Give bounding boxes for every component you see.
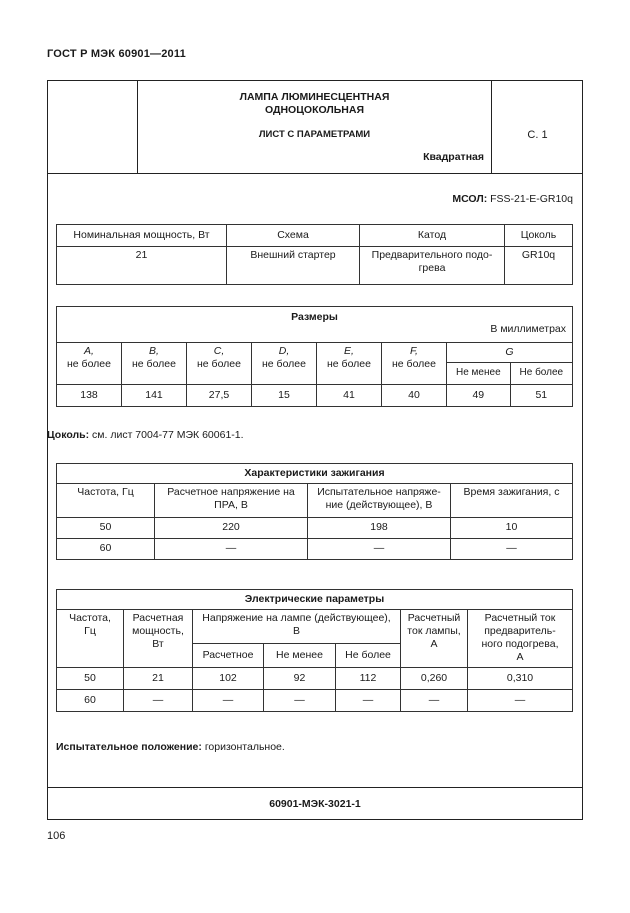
elec-header-lamp-current-line2: ток лампы, (407, 625, 461, 638)
elec-row2-voltage-min: — (264, 690, 336, 712)
dim-limit-d: не более (262, 358, 306, 371)
header-circuit: Схема (227, 225, 360, 247)
elec-header-preheat-current (468, 610, 573, 668)
dim-limit-e: не более (327, 358, 371, 371)
cell-cathode (360, 247, 505, 285)
sheet-page-number: С. 1 (527, 129, 548, 141)
dim-value-b: 141 (122, 385, 187, 407)
elec-header-lamp-current-line3: А (430, 638, 438, 651)
ignition-header-rated-voltage-line1: Расчетное напряжение на (167, 486, 295, 498)
dim-letter-b: B, (149, 345, 159, 357)
ignition-header-test-voltage (308, 484, 451, 518)
dim-letter-f: F, (410, 345, 418, 357)
dim-value-c: 27,5 (187, 385, 252, 407)
elec-header-voltage-line1: Напряжение на лампе (действующее), (202, 612, 391, 624)
elec-header-voltage-max: Не более (336, 644, 401, 668)
dim-header-f (382, 343, 447, 385)
elec-header-voltage-rated: Расчетное (193, 644, 264, 668)
dimensions-table (56, 306, 573, 407)
test-position-note (56, 741, 285, 753)
ignition-header-time: Время зажигания, с (451, 484, 573, 518)
electrical-table (56, 589, 573, 712)
elec-row1-power: 21 (124, 668, 193, 690)
dim-header-b (122, 343, 187, 385)
header-base: Цоколь (505, 225, 573, 247)
sheet-subtitle: ЛИСТ С ПАРАМЕТРАМИ (258, 129, 371, 140)
ignition-row1-rated-voltage: 220 (155, 518, 308, 539)
cell-cathode-line1: Предварительного подо- (371, 249, 493, 261)
ignition-row2-time: — (451, 539, 573, 560)
ignition-header-test-voltage-line1: Испытательное напряже- (317, 486, 441, 498)
dim-limit-f: не более (392, 358, 436, 371)
dim-value-e: 41 (317, 385, 382, 407)
dim-letter-e: E, (344, 345, 354, 357)
elec-header-power-line1: Расчетная (132, 612, 184, 624)
test-position-label: Испытательное положение: (56, 741, 202, 753)
elec-header-frequency-line2: Гц (84, 625, 96, 638)
dim-value-g-max: 51 (510, 385, 572, 407)
dim-g-min-header: Не менее (447, 363, 511, 385)
elec-header-lamp-current-line1: Расчетный (407, 612, 461, 624)
dim-header-c (187, 343, 252, 385)
msol-code (380, 193, 573, 205)
dim-value-d: 15 (252, 385, 317, 407)
elec-row2-frequency: 60 (57, 690, 124, 712)
elec-header-frequency-line1: Частота, (69, 612, 111, 624)
elec-row2-preheat-current: — (468, 690, 573, 712)
elec-header-frequency (57, 610, 124, 668)
main-parameters-table (56, 224, 573, 285)
cell-rated-power: 21 (57, 247, 227, 285)
dim-limit-c: не более (197, 358, 241, 371)
cell-base: GR10q (505, 247, 573, 285)
dim-limit-b: не более (132, 358, 176, 371)
test-position-text: горизонтальное. (204, 741, 285, 753)
sheet-code: 60901-МЭК-3021-1 (269, 798, 361, 810)
ignition-row2-rated-voltage: — (155, 539, 308, 560)
electrical-title: Электрические параметры (57, 590, 573, 610)
dim-value-g-min: 49 (447, 385, 511, 407)
ignition-header-rated-voltage (155, 484, 308, 518)
dim-header-d (252, 343, 317, 385)
header-divider (47, 173, 583, 174)
elec-header-preheat-line1: Расчетный ток (484, 612, 556, 624)
dim-value-a: 138 (57, 385, 122, 407)
cell-cathode-line2: грева (418, 262, 446, 275)
elec-row2-lamp-current: — (401, 690, 468, 712)
elec-header-voltage-min: Не менее (264, 644, 336, 668)
dim-limit-a: не более (67, 358, 111, 371)
elec-row2-power: — (124, 690, 193, 712)
base-note-label: Цоколь: (47, 429, 90, 441)
dim-header-a (57, 343, 122, 385)
dim-header-g: G (447, 343, 573, 363)
dim-letter-d: D, (278, 345, 290, 357)
ignition-row2-frequency: 60 (57, 539, 155, 560)
elec-row2-voltage-rated: — (193, 690, 264, 712)
ignition-table (56, 463, 573, 560)
ignition-row1-time: 10 (451, 518, 573, 539)
elec-header-lamp-current (401, 610, 468, 668)
elec-row1-voltage-min: 92 (264, 668, 336, 690)
ignition-header-test-voltage-line2: ние (действующее), В (325, 499, 433, 512)
ignition-header-frequency: Частота, Гц (57, 484, 155, 518)
ignition-header-rated-voltage-line2: ПРА, В (214, 499, 248, 512)
dimensions-caption-cell (57, 307, 573, 343)
sheet-title-line1: ЛАМПА ЛЮМИНЕСЦЕНТНАЯ (239, 91, 390, 103)
dim-letter-c: C, (213, 345, 225, 357)
header-right-divider (491, 80, 492, 173)
header-rated-power: Номинальная мощность, Вт (57, 225, 227, 247)
elec-header-power (124, 610, 193, 668)
elec-header-power-line2: мощность, (132, 625, 184, 638)
ignition-row2-test-voltage: — (308, 539, 451, 560)
dim-letter-a: A, (84, 345, 94, 357)
ignition-row1-test-voltage: 198 (308, 518, 451, 539)
footer-divider (47, 787, 583, 788)
sheet-title-line2: ОДНОЦОКОЛЬНАЯ (264, 104, 365, 116)
ignition-title: Характеристики зажигания (57, 464, 573, 484)
lamp-shape: Квадратная (423, 151, 484, 163)
elec-row1-voltage-max: 112 (336, 668, 401, 690)
elec-row2-voltage-max: — (336, 690, 401, 712)
msol-value: FSS-21-E-GR10q (490, 193, 573, 205)
elec-row1-frequency: 50 (57, 668, 124, 690)
elec-header-voltage (193, 610, 401, 644)
cell-circuit: Внешний стартер (227, 247, 360, 285)
msol-label: МСОЛ: (452, 193, 488, 205)
elec-row1-preheat-current: 0,310 (468, 668, 573, 690)
base-note-text: см. лист 7004-77 МЭК 60061-1. (92, 429, 244, 441)
elec-header-preheat-line3: ного подогрева, (481, 638, 559, 651)
elec-header-preheat-line4: А (516, 651, 524, 664)
header-cathode: Катод (360, 225, 505, 247)
dim-g-max-header: Не более (510, 363, 572, 385)
elec-header-preheat-line2: предваритель- (484, 625, 556, 638)
dim-header-e (317, 343, 382, 385)
ignition-row1-frequency: 50 (57, 518, 155, 539)
elec-header-power-line3: Вт (152, 638, 164, 651)
page-number: 106 (47, 830, 66, 842)
elec-header-voltage-line2: В (292, 625, 300, 638)
elec-row1-lamp-current: 0,260 (401, 668, 468, 690)
dim-value-f: 40 (382, 385, 447, 407)
dimensions-units: В миллиметрах (490, 323, 566, 335)
dimensions-title: Размеры (291, 311, 338, 323)
base-note (47, 429, 244, 441)
document-id: ГОСТ Р МЭК 60901—2011 (47, 48, 186, 60)
elec-row1-voltage-rated: 102 (193, 668, 264, 690)
